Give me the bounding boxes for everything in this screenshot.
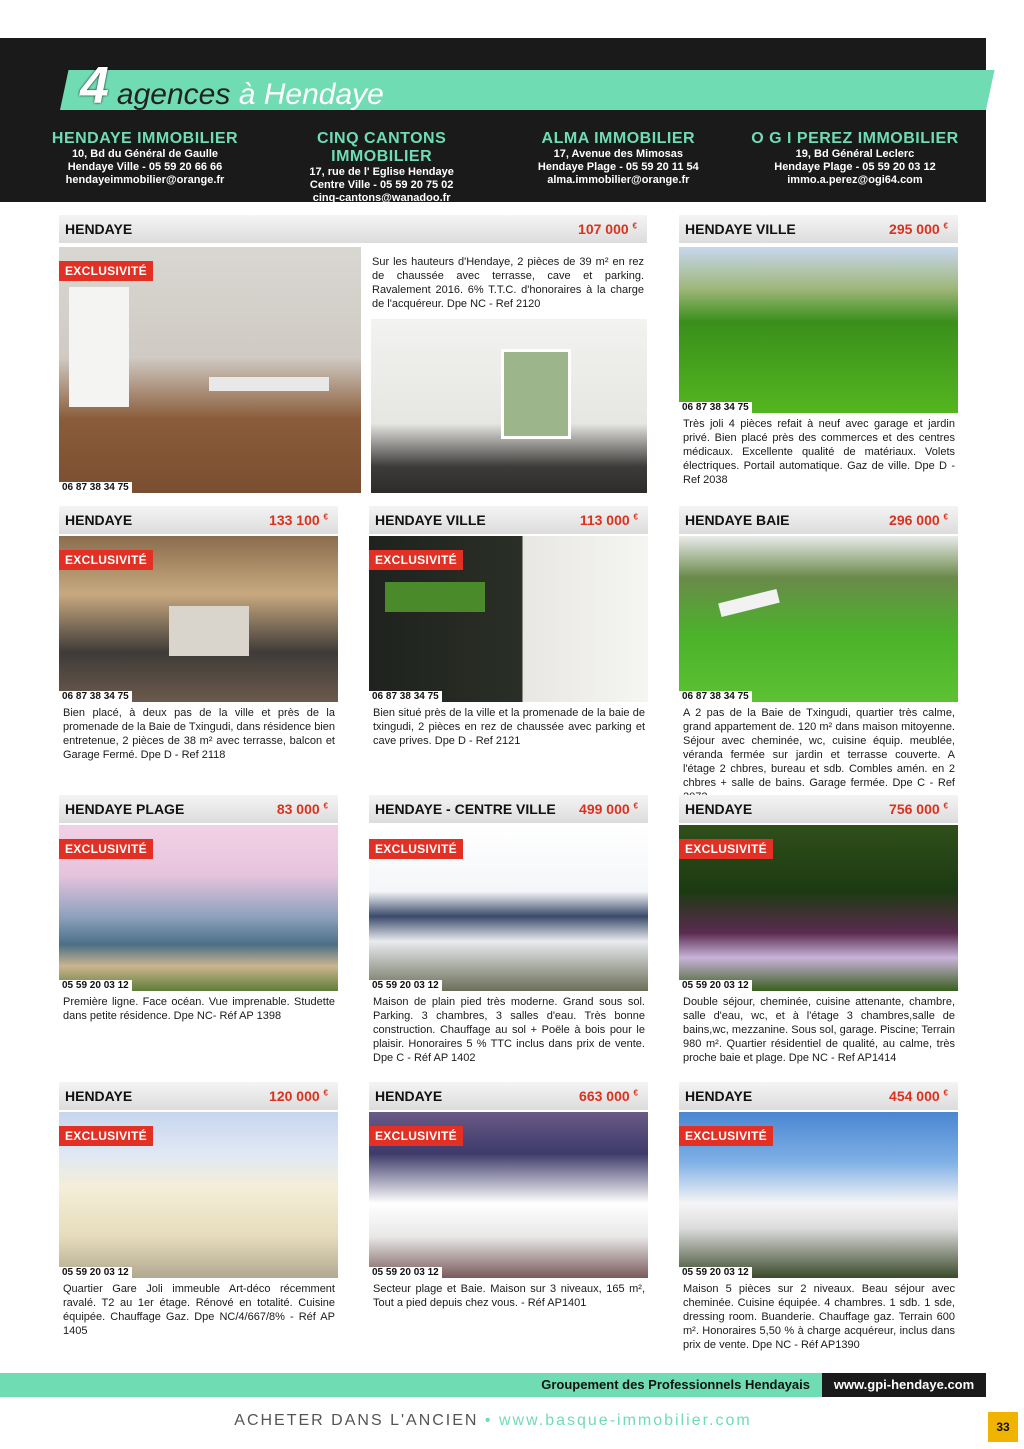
agency-card <box>503 130 733 205</box>
listing-photo[interactable] <box>369 1112 648 1278</box>
fridge-shape <box>69 287 129 407</box>
agency-email[interactable]: cinq-cantons@wanadoo.fr <box>312 192 451 204</box>
listing-photo-2[interactable] <box>371 319 647 493</box>
listing-price <box>579 1088 638 1104</box>
kitchen-photo <box>59 247 361 493</box>
listing-city: HENDAYE BAIE <box>685 512 790 528</box>
listing-price <box>269 512 328 528</box>
agency-email[interactable]: immo.a.perez@ogi64.com <box>787 174 923 186</box>
agency-card <box>30 130 260 205</box>
price-value: 454 000 <box>889 1088 940 1104</box>
page-number: 33 <box>988 1412 1018 1442</box>
listing-city: HENDAYE - CENTRE VILLE <box>375 801 556 817</box>
agency-card <box>267 130 497 205</box>
tagline-text: ACHETER DANS L'ANCIEN <box>234 1412 479 1429</box>
title-number: 4 <box>80 57 109 115</box>
listing-photo[interactable] <box>679 536 958 702</box>
listing-header <box>679 506 958 534</box>
tagline-separator: • <box>484 1412 493 1429</box>
agency-name: HENDAYE IMMOBILIER <box>51 130 239 147</box>
listing-phone: 05 59 20 03 12 <box>679 980 752 991</box>
listing-photo[interactable] <box>369 825 648 991</box>
agency-address: 10, Bd du Général de Gaulle <box>71 148 219 160</box>
listing-card[interactable] <box>369 506 648 786</box>
tagline-website-link[interactable]: www.basque-immobilier.com <box>498 1412 752 1429</box>
listing-price <box>889 512 948 528</box>
listing-card[interactable] <box>59 1082 338 1362</box>
exclusivity-badge: EXCLUSIVITÉ <box>59 550 153 570</box>
listing-card[interactable] <box>59 795 338 1065</box>
listing-description: Double séjour, cheminée, cuisine attenante, chambre, salle d'eau, wc, et à l'étage 3 chambres,salle de bains,wc, mezzanine. Sous sol, garage. Piscine; Terrain 980 m². Quartier résidentiel de qualité, au calme, très proche baie et plage. Dpe NC - Ref AP1414 <box>683 996 955 1064</box>
listing-header <box>679 215 958 243</box>
garden-photo <box>679 247 958 413</box>
listing-description: Sur les hauteurs d'Hendaye, 2 pièces de 39 m² en rez de chaussée avec terrasse, cave et parking. Ravalement 2016. 6% T.T.C. d'honoraires à la charge de l'acquéreur. Dpe NC - Ref 2120 <box>372 256 644 310</box>
agency-phone: Hendaye Ville - 05 59 20 66 66 <box>67 161 223 173</box>
agency-phone: Hendaye Plage - 05 59 20 11 54 <box>537 161 699 173</box>
listing-photo[interactable] <box>679 247 958 413</box>
price-currency: € <box>943 512 948 522</box>
listing-header <box>679 795 958 823</box>
agency-address: 17, rue de l' Eglise Hendaye <box>309 166 454 178</box>
listing-phone: 06 87 38 34 75 <box>59 691 132 702</box>
listing-card[interactable] <box>679 795 958 1075</box>
listing-photo[interactable] <box>59 1112 338 1278</box>
listing-price <box>889 1088 948 1104</box>
listing-phone: 05 59 20 03 12 <box>59 980 132 991</box>
plant-wall-shape <box>385 582 485 612</box>
price-currency: € <box>323 801 328 811</box>
listing-price <box>578 221 637 237</box>
listing-description: Maison 5 pièces sur 2 niveaux. Beau séjour avec cheminée. Cuisine équipée. 4 chambres. 1 sdb. 1 sde, dressing room. Buanderie. Chauffage gaz. Terrain 600 m². Honoraires 5,50 % à charge acquéreur, inclus dans prix de vente. Dpe NC - Réf AP1390 <box>683 1283 955 1351</box>
agency-address: 17, Avenue des Mimosas <box>553 148 684 160</box>
price-currency: € <box>633 512 638 522</box>
title-words <box>117 80 384 112</box>
listing-price <box>269 1088 328 1104</box>
listing-card[interactable] <box>369 1082 648 1362</box>
listing-city: HENDAYE VILLE <box>375 512 486 528</box>
listing-photo[interactable] <box>59 825 338 991</box>
exclusivity-badge: EXCLUSIVITÉ <box>59 1126 153 1146</box>
table-shape <box>209 377 329 391</box>
listing-city: HENDAYE <box>65 221 133 237</box>
listing-header <box>59 795 338 823</box>
price-currency: € <box>943 801 948 811</box>
listing-phone: 06 87 38 34 75 <box>679 691 752 702</box>
exclusivity-badge: EXCLUSIVITÉ <box>679 839 773 859</box>
price-currency: € <box>943 221 948 231</box>
agency-name: O G I PEREZ IMMOBILIER <box>751 130 959 147</box>
listing-description: Bien placé, à deux pas de la ville et près de la promenade de la Baie de Txingudi, dans résidence bien entretenue, 2 pièces de 38 m² avec terrasse, balcon et Garage Fermé. Dpe D - Ref 2118 <box>63 707 335 761</box>
listing-description: Première ligne. Face océan. Vue imprenable. Studette dans petite résidence. Dpe NC- Réf AP 1398 <box>63 996 335 1022</box>
garden-photo <box>679 536 958 702</box>
group-website-link[interactable]: www.gpi-hendaye.com <box>822 1373 986 1397</box>
price-currency: € <box>633 1088 638 1098</box>
listing-phone: 05 59 20 03 12 <box>369 1267 442 1278</box>
listing-price <box>889 221 948 237</box>
price-currency: € <box>632 221 637 231</box>
listing-header <box>369 506 648 534</box>
agency-phone: Centre Ville - 05 59 20 75 02 <box>309 179 454 191</box>
listing-card[interactable] <box>679 215 958 485</box>
listing-description: Quartier Gare Joli immeuble Art-déco récemment ravalé. T2 au 1er étage. Rénové en totalité. Cuisine équipée. Chauffage Gaz. Dpe NC/4/667/8% - Réf AP 1405 <box>63 1283 335 1337</box>
price-value: 133 100 <box>269 512 320 528</box>
listing-photo[interactable] <box>679 825 958 991</box>
page-title <box>80 56 384 115</box>
listing-phone: 06 87 38 34 75 <box>59 482 132 493</box>
title-text: agences <box>116 78 231 111</box>
price-value: 107 000 <box>578 221 629 237</box>
listing-header <box>59 506 338 534</box>
listing-card[interactable] <box>59 215 647 495</box>
listing-city: HENDAYE PLAGE <box>65 801 185 817</box>
agency-list <box>30 130 970 205</box>
listing-price <box>889 801 948 817</box>
agencies-header <box>0 38 986 202</box>
price-value: 113 000 <box>579 512 630 528</box>
agency-name: CINQ CANTONS IMMOBILIER <box>317 130 447 165</box>
listing-header <box>369 1082 648 1110</box>
agency-card <box>740 130 970 205</box>
listing-description: A 2 pas de la Baie de Txingudi, quartier très calme, grand appartement de. 120 m² dans maison mitoyenne. Séjour avec cheminée, wc, cuisine équip. meublée, véranda fermée sur jardin et terrasse couverte. A l'étage 2 chbres, bureau et sdb. Combles amén. en 2 chbres + salle de bains. Garage fermée. Dpe C - Ref <box>683 707 955 789</box>
listing-card[interactable] <box>369 795 648 1065</box>
listing-phone: 05 59 20 03 12 <box>59 1267 132 1278</box>
listing-card[interactable] <box>679 506 958 796</box>
deckchair-shape <box>718 589 780 617</box>
listing-price <box>579 801 638 817</box>
listing-header <box>59 1082 338 1110</box>
agency-address: 19, Bd Général Leclerc <box>795 148 915 160</box>
listing-card[interactable] <box>679 1082 958 1366</box>
listing-description: Secteur plage et Baie. Maison sur 3 niveaux, 165 m², Tout a pied depuis chez vous. - Réf AP1401 <box>373 1283 645 1309</box>
listing-description: Maison de plain pied très moderne. Grand sous sol. Parking. 3 chambres, 3 salles d'eau. Très bonne construction. Chauffage au sol + Poële à bois pour le plaisir. Honoraires 5 % TTC inclus dans prix de vente. Dpe C - Réf AP 1402 <box>373 996 645 1064</box>
price-value: 295 000 <box>889 221 940 237</box>
listing-photo[interactable] <box>369 536 648 702</box>
listing-phone: 06 87 38 34 75 <box>679 402 752 413</box>
agency-email[interactable]: hendayeimmobilier@orange.fr <box>65 174 225 186</box>
price-currency: € <box>323 1088 328 1098</box>
price-value: 83 000 <box>276 801 320 817</box>
price-value: 756 000 <box>889 801 940 817</box>
listing-city: HENDAYE <box>65 1088 133 1104</box>
exclusivity-badge: EXCLUSIVITÉ <box>59 261 153 281</box>
listing-phone: 06 87 38 34 75 <box>369 691 442 702</box>
price-value: 296 000 <box>889 512 940 528</box>
price-value: 120 000 <box>269 1088 320 1104</box>
agency-email[interactable]: alma.immobilier@orange.fr <box>547 174 690 186</box>
listing-header <box>369 795 648 823</box>
listing-photo[interactable] <box>59 247 361 493</box>
agency-name: ALMA IMMOBILIER <box>541 130 696 147</box>
listing-description: Très joli 4 pièces refait à neuf avec garage et jardin privé. Bien placé près des commerces et des centres médicaux. Excellente qualité de matériaux. Volets électriques. Portail automatique. Gaz de ville. Dpe D - Ref 2038 <box>683 418 955 486</box>
agency-phone: Hendaye Plage - 05 59 20 03 12 <box>774 161 936 173</box>
exclusivity-badge: EXCLUSIVITÉ <box>59 839 153 859</box>
listing-phone: 05 59 20 03 12 <box>679 1267 752 1278</box>
exclusivity-badge: EXCLUSIVITÉ <box>369 839 463 859</box>
listing-photo[interactable] <box>679 1112 958 1278</box>
listing-city: HENDAYE <box>375 1088 443 1104</box>
listing-city: HENDAYE <box>65 512 133 528</box>
living-room-photo <box>371 319 647 493</box>
sofa-shape <box>169 606 249 656</box>
listing-photo[interactable] <box>59 536 338 702</box>
listing-header <box>679 1082 958 1110</box>
listing-description: Bien situé près de la ville et la promenade de la baie de txingudi, 2 pièces en rez de chaussée avec parking et cave prives. Dpe D - Ref 2121 <box>373 707 645 747</box>
exclusivity-badge: EXCLUSIVITÉ <box>679 1126 773 1146</box>
title-accent: à Hendaye <box>238 78 384 111</box>
exclusivity-badge: EXCLUSIVITÉ <box>369 1126 463 1146</box>
listing-city: HENDAYE <box>685 801 753 817</box>
price-currency: € <box>323 512 328 522</box>
exclusivity-badge: EXCLUSIVITÉ <box>369 550 463 570</box>
group-name: Groupement des Professionnels Hendayais <box>541 1377 810 1392</box>
listing-city: HENDAYE <box>685 1088 753 1104</box>
listing-price <box>580 512 638 528</box>
window-shape <box>501 349 571 439</box>
price-value: 499 000 <box>579 801 630 817</box>
tagline <box>0 1412 986 1430</box>
listing-price <box>277 801 328 817</box>
price-currency: € <box>943 1088 948 1098</box>
listing-header <box>59 215 647 243</box>
listing-card[interactable] <box>59 506 338 786</box>
price-value: 663 000 <box>579 1088 630 1104</box>
price-currency: € <box>633 801 638 811</box>
listing-phone: 05 59 20 03 12 <box>369 980 442 991</box>
listing-city: HENDAYE VILLE <box>685 221 796 237</box>
